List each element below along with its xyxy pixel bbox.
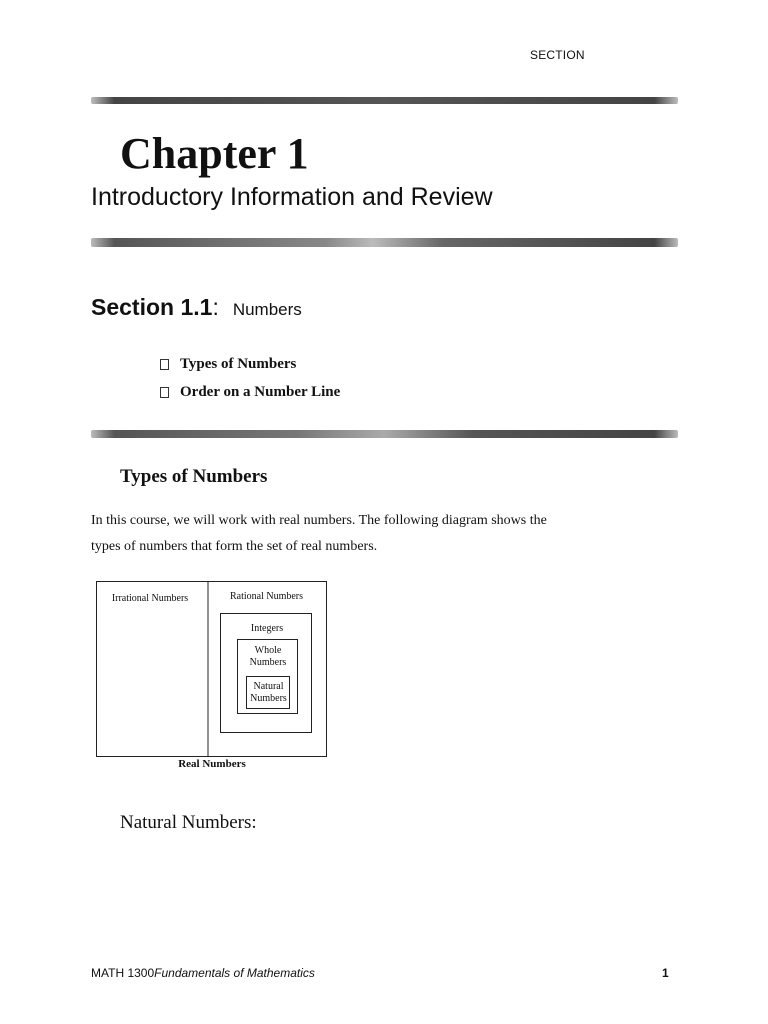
footer-course-code: MATH 1300 [91,966,155,980]
types-heading: Types of Numbers [120,466,268,487]
chapter-title: Chapter 1 [120,129,309,178]
footer-course-title: Fundamentals of Mathematics [154,966,315,980]
objectives-list [160,350,340,406]
irrational-label: Irrational Numbers [111,593,189,604]
top-divider [91,97,678,104]
chapter-divider [91,238,678,247]
section-number: Section 1.1 [91,294,213,320]
integers-label: Integers [250,623,284,634]
natural-numbers-label [247,681,290,705]
real-numbers-caption: Real Numbers [178,758,246,770]
checkbox-bullet-icon [160,387,169,398]
section-topic: Numbers [232,300,302,319]
objective-label: Order on a Number Line [180,384,341,400]
chapter-subtitle: Introductory Information and Review [91,183,493,211]
objective-item [160,350,340,378]
natural-label-line: Natural [253,681,284,692]
paragraph-line: types of numbers that form the set of real numbers. [91,539,378,554]
natural-numbers-heading: Natural Numbers: [120,812,257,833]
whole-label-line: Numbers [249,657,287,668]
rational-label: Rational Numbers [229,591,304,602]
diagram-frame [96,581,327,757]
natural-label-line: Numbers [250,693,287,704]
section-heading [91,290,302,327]
objective-item [160,378,340,406]
page-number: 1 [662,966,669,980]
paragraph-line: In this course, we will work with real numbers. The following diagram shows the [91,513,547,528]
real-numbers-diagram [96,581,327,770]
section-divider [91,430,678,438]
section-separator: : [212,294,219,320]
page-footer [91,966,315,980]
running-header: SECTION [530,48,585,62]
whole-label-line: Whole [254,645,282,656]
objective-label: Types of Numbers [180,356,297,372]
checkbox-bullet-icon [160,359,169,370]
intro-paragraph [91,508,591,560]
whole-numbers-label [238,645,298,669]
